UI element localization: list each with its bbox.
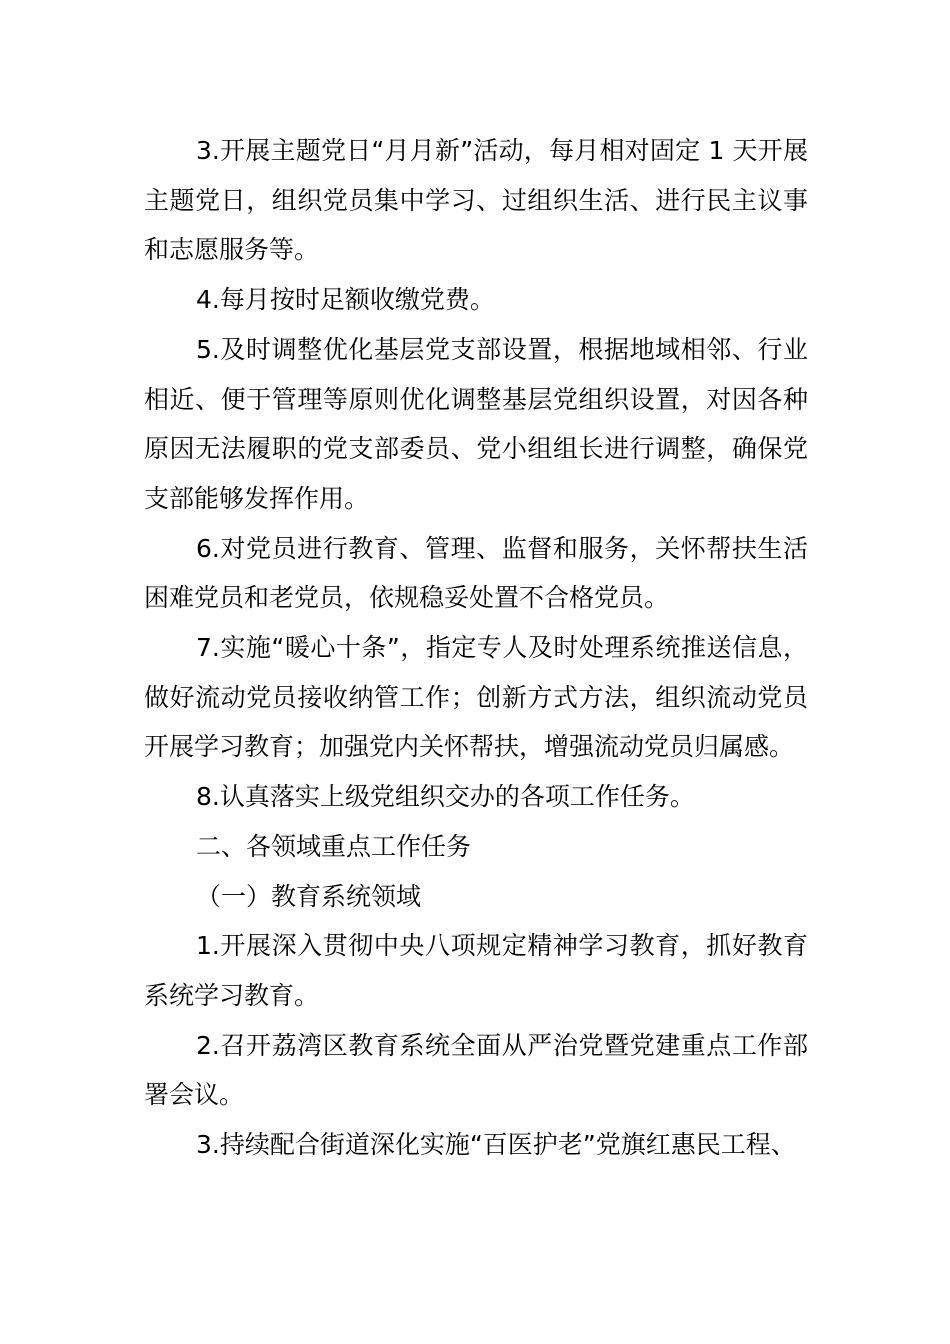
subsection-heading-education: （一）教育系统领域 (196, 881, 422, 911)
paragraph-item-4-party-dues: 4.每月按时足额收缴党费。 (196, 285, 495, 315)
paragraph-item-3-theme-party-day: 3.开展主题党日“月月新”活动，每月相对固定 1 天开展主题党日，组织党员集中学习、过组织生活、进行民主议事和志愿服务等。 (144, 136, 808, 265)
paragraph-item-5-branch-adjustment: 5.及时调整优化基层党支部设置，根据地域相邻、行业相近、便于管理等原则优化调整基层党组织设置，对因各种原因无法履职的党支部委员、党小组组长进行调整，确保党支部能够发挥作用。 (144, 334, 808, 513)
paragraph-edu-3-project: 3.持续配合街道深化实施“百医护老”党旗红惠民工程、 (196, 1130, 796, 1160)
paragraph-edu-1-study: 1.开展深入贯彻中央八项规定精神学习教育，抓好教育系统学习教育。 (144, 931, 808, 1010)
paragraph-edu-2-meeting: 2.召开荔湾区教育系统全面从严治党暨党建重点工作部署会议。 (144, 1030, 808, 1110)
paragraph-item-8-assigned-tasks: 8.认真落实上级党组织交办的各项工作任务。 (196, 782, 695, 812)
paragraph-item-7-warm-heart: 7.实施“暖心十条”，指定专人及时处理系统推送信息，做好流动党员接收纳管工作；创新方式方法，组织流动党员开展学习教育；加强党内关怀帮扶，增强流动党员归属感。 (144, 633, 808, 762)
paragraph-item-6-member-management: 6.对党员进行教育、管理、监督和服务，关怀帮扶生活困难党员和老党员，依规稳妥处置不合格党员。 (144, 533, 808, 613)
section-heading-key-tasks: 二、各领域重点工作任务 (196, 831, 472, 861)
document-body (144, 126, 808, 1170)
